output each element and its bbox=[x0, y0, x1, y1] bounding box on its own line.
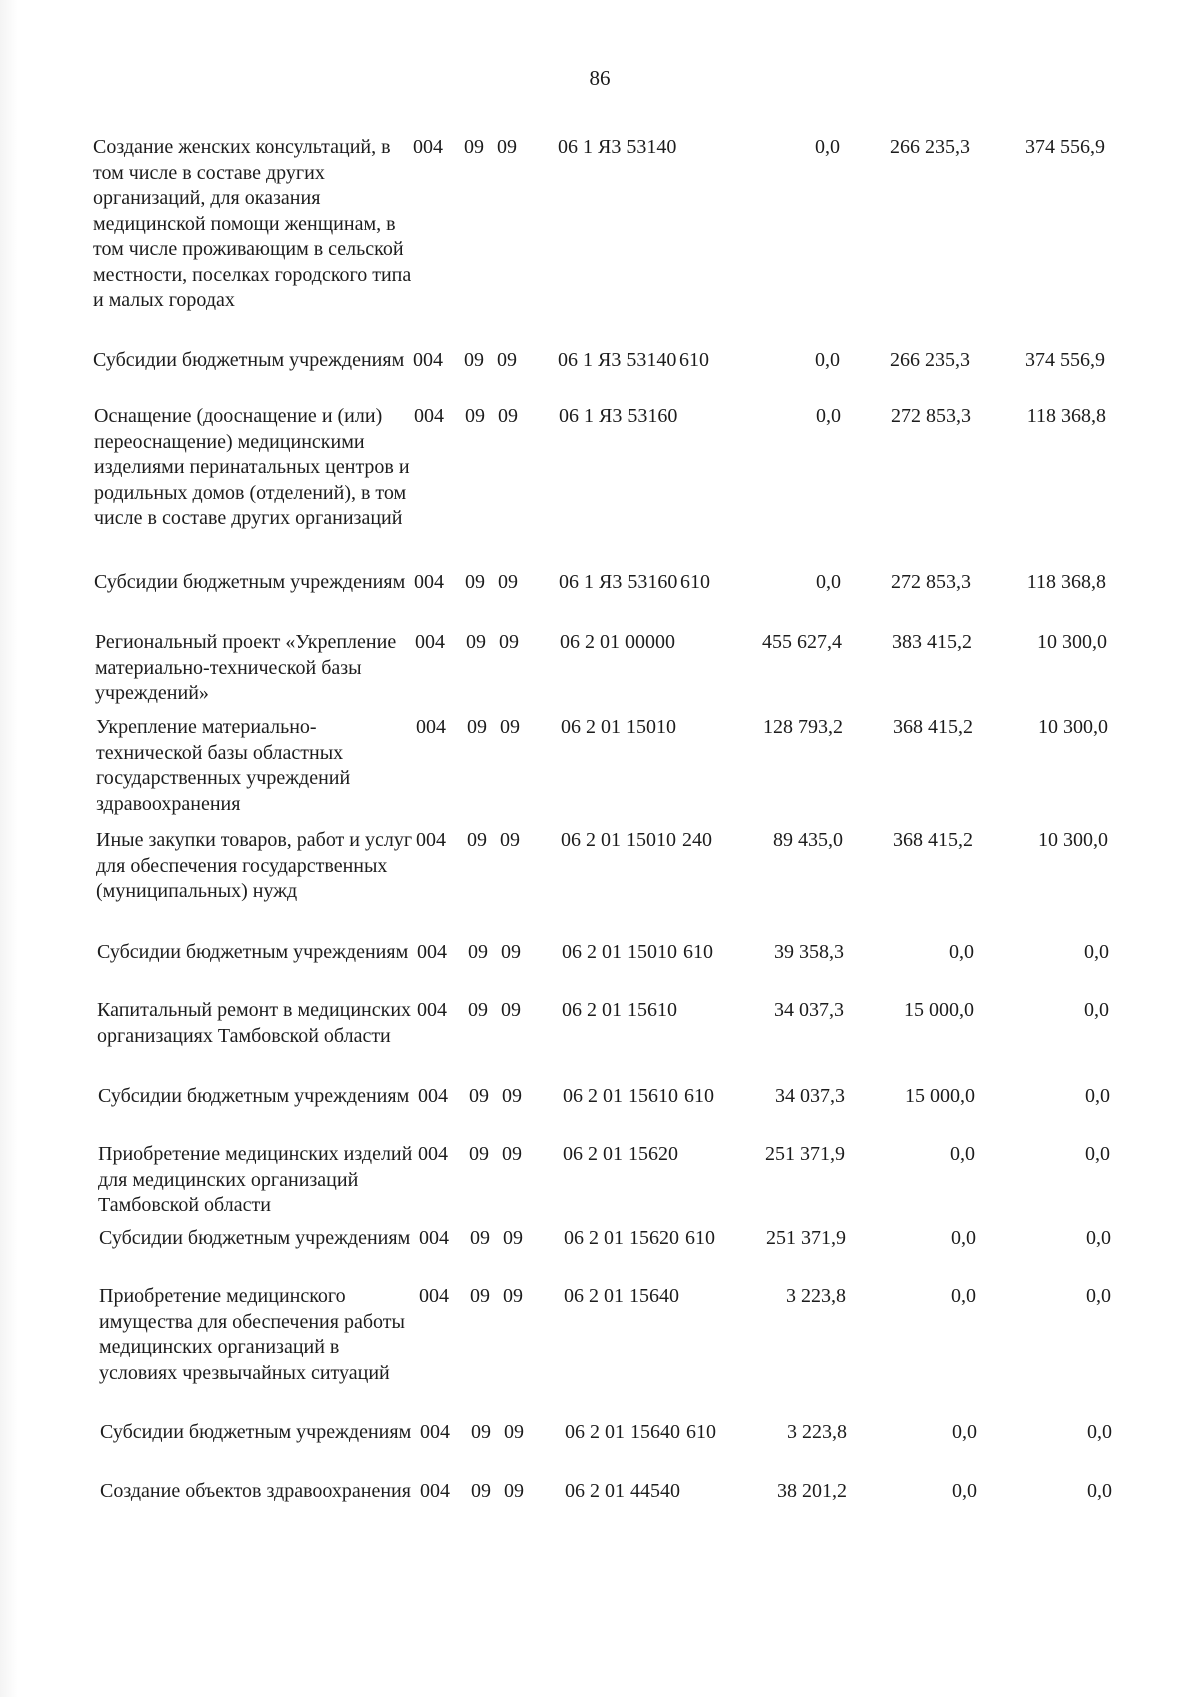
row-amount-year-3: 374 556,9 bbox=[1025, 136, 1105, 158]
row-ministry-code: 004 bbox=[414, 571, 444, 593]
row-target-article: 06 2 01 15640 bbox=[565, 1421, 680, 1443]
row-amount-year-1: 128 793,2 bbox=[763, 716, 843, 738]
row-section-code: 09 bbox=[465, 405, 485, 427]
row-subsection-code: 09 bbox=[499, 631, 519, 653]
row-ministry-code: 004 bbox=[413, 349, 443, 371]
row-section-code: 09 bbox=[470, 1227, 490, 1249]
row-subsection-code: 09 bbox=[497, 136, 517, 158]
row-target-article: 06 1 Я3 53140 bbox=[558, 349, 677, 371]
row-subsection-code: 09 bbox=[503, 1285, 523, 1307]
row-amount-year-2: 272 853,3 bbox=[891, 405, 971, 427]
row-ministry-code: 004 bbox=[420, 1421, 450, 1443]
row-name: Приобретение медицинских изделий для медицинских организаций Тамбовской области bbox=[98, 1143, 413, 1216]
row-target-article: 06 2 01 15620 bbox=[563, 1143, 678, 1165]
row-amount-year-2: 266 235,3 bbox=[890, 349, 970, 371]
row-amount-year-3: 0,0 bbox=[1086, 1285, 1111, 1307]
row-name: Укрепление материально-технической базы областных государственных учреждений здравоохранения bbox=[96, 716, 351, 815]
row-section-code: 09 bbox=[470, 1285, 490, 1307]
row-amount-year-1: 89 435,0 bbox=[773, 829, 843, 851]
row-amount-year-2: 15 000,0 bbox=[905, 1085, 975, 1107]
row-amount-year-2: 368 415,2 bbox=[893, 829, 973, 851]
row-subsection-code: 09 bbox=[501, 941, 521, 963]
row-amount-year-3: 118 368,8 bbox=[1026, 405, 1106, 427]
row-ministry-code: 004 bbox=[417, 941, 447, 963]
row-amount-year-2: 0,0 bbox=[952, 1480, 977, 1502]
row-amount-year-1: 3 223,8 bbox=[787, 1421, 847, 1443]
row-name: Приобретение медицинского имущества для обеспечения работы медицинских организаций в условиях чрезвычайных ситуаций bbox=[99, 1285, 405, 1384]
row-amount-year-1: 34 037,3 bbox=[775, 1085, 845, 1107]
row-ministry-code: 004 bbox=[419, 1227, 449, 1249]
row-amount-year-3: 0,0 bbox=[1085, 1143, 1110, 1165]
row-amount-year-2: 0,0 bbox=[950, 1143, 975, 1165]
row-target-article: 06 1 Я3 53160 bbox=[559, 571, 678, 593]
row-amount-year-3: 10 300,0 bbox=[1038, 716, 1108, 738]
row-expense-type: 610 bbox=[680, 571, 710, 593]
row-subsection-code: 09 bbox=[501, 999, 521, 1021]
row-amount-year-3: 0,0 bbox=[1087, 1421, 1112, 1443]
row-subsection-code: 09 bbox=[500, 716, 520, 738]
row-expense-type: 610 bbox=[686, 1421, 716, 1443]
row-amount-year-2: 15 000,0 bbox=[904, 999, 974, 1021]
row-subsection-code: 09 bbox=[500, 829, 520, 851]
row-amount-year-2: 272 853,3 bbox=[891, 571, 971, 593]
row-target-article: 06 2 01 00000 bbox=[560, 631, 675, 653]
row-target-article: 06 2 01 44540 bbox=[565, 1480, 680, 1502]
row-name: Создание объектов здравоохранения bbox=[100, 1480, 411, 1502]
row-section-code: 09 bbox=[464, 349, 484, 371]
row-amount-year-1: 3 223,8 bbox=[786, 1285, 846, 1307]
row-ministry-code: 004 bbox=[417, 999, 447, 1021]
row-amount-year-3: 10 300,0 bbox=[1037, 631, 1107, 653]
row-amount-year-3: 0,0 bbox=[1084, 941, 1109, 963]
row-amount-year-2: 0,0 bbox=[951, 1227, 976, 1249]
row-section-code: 09 bbox=[469, 1085, 489, 1107]
row-ministry-code: 004 bbox=[416, 829, 446, 851]
row-amount-year-3: 0,0 bbox=[1084, 999, 1109, 1021]
row-amount-year-1: 0,0 bbox=[815, 136, 840, 158]
row-subsection-code: 09 bbox=[498, 571, 518, 593]
row-target-article: 06 2 01 15620 bbox=[564, 1227, 679, 1249]
row-expense-type: 610 bbox=[684, 1085, 714, 1107]
row-ministry-code: 004 bbox=[413, 136, 443, 158]
row-target-article: 06 2 01 15610 bbox=[563, 1085, 678, 1107]
row-ministry-code: 004 bbox=[419, 1285, 449, 1307]
row-name: Создание женских консультаций, в том числе в составе других организаций, для оказания медицинской помощи женщинам, в том числе проживающим в сельской местности, поселках городского типа и малых городах bbox=[93, 136, 412, 311]
row-ministry-code: 004 bbox=[418, 1085, 448, 1107]
row-target-article: 06 2 01 15010 bbox=[561, 716, 676, 738]
row-subsection-code: 09 bbox=[498, 405, 518, 427]
row-section-code: 09 bbox=[471, 1480, 491, 1502]
row-section-code: 09 bbox=[468, 941, 488, 963]
row-amount-year-3: 0,0 bbox=[1086, 1227, 1111, 1249]
row-section-code: 09 bbox=[466, 631, 486, 653]
row-amount-year-2: 266 235,3 bbox=[890, 136, 970, 158]
row-target-article: 06 2 01 15610 bbox=[562, 999, 677, 1021]
row-amount-year-1: 251 371,9 bbox=[766, 1227, 846, 1249]
row-name: Субсидии бюджетным учреждениям bbox=[98, 1085, 410, 1107]
row-expense-type: 240 bbox=[682, 829, 712, 851]
row-name: Капитальный ремонт в медицинских организациях Тамбовской области bbox=[97, 999, 412, 1047]
row-section-code: 09 bbox=[469, 1143, 489, 1165]
row-subsection-code: 09 bbox=[502, 1085, 522, 1107]
row-name: Субсидии бюджетным учреждениям bbox=[97, 941, 409, 963]
row-subsection-code: 09 bbox=[503, 1227, 523, 1249]
row-target-article: 06 2 01 15640 bbox=[564, 1285, 679, 1307]
row-ministry-code: 004 bbox=[416, 716, 446, 738]
row-name: Субсидии бюджетным учреждениям bbox=[94, 571, 406, 593]
row-expense-type: 610 bbox=[685, 1227, 715, 1249]
row-amount-year-1: 0,0 bbox=[816, 405, 841, 427]
row-amount-year-3: 374 556,9 bbox=[1025, 349, 1105, 371]
row-name: Субсидии бюджетным учреждениям bbox=[99, 1227, 411, 1249]
row-ministry-code: 004 bbox=[415, 631, 445, 653]
row-amount-year-2: 0,0 bbox=[952, 1421, 977, 1443]
row-amount-year-1: 34 037,3 bbox=[774, 999, 844, 1021]
row-subsection-code: 09 bbox=[497, 349, 517, 371]
row-amount-year-1: 39 358,3 bbox=[774, 941, 844, 963]
row-amount-year-2: 0,0 bbox=[949, 941, 974, 963]
row-ministry-code: 004 bbox=[418, 1143, 448, 1165]
row-expense-type: 610 bbox=[683, 941, 713, 963]
row-subsection-code: 09 bbox=[502, 1143, 522, 1165]
row-amount-year-3: 10 300,0 bbox=[1038, 829, 1108, 851]
row-ministry-code: 004 bbox=[414, 405, 444, 427]
row-amount-year-1: 38 201,2 bbox=[777, 1480, 847, 1502]
row-target-article: 06 2 01 15010 bbox=[561, 829, 676, 851]
row-section-code: 09 bbox=[464, 136, 484, 158]
row-section-code: 09 bbox=[471, 1421, 491, 1443]
row-amount-year-3: 0,0 bbox=[1085, 1085, 1110, 1107]
row-subsection-code: 09 bbox=[504, 1421, 524, 1443]
row-amount-year-1: 0,0 bbox=[815, 349, 840, 371]
row-section-code: 09 bbox=[467, 829, 487, 851]
row-section-code: 09 bbox=[467, 716, 487, 738]
row-amount-year-3: 0,0 bbox=[1087, 1480, 1112, 1502]
row-name: Субсидии бюджетным учреждениям bbox=[93, 349, 405, 371]
row-name: Оснащение (дооснащение и (или) переоснащение) медицинскими изделиями перинатальных центров и родильных домов (отделений), в том числе в составе других организаций bbox=[94, 405, 410, 529]
row-amount-year-2: 368 415,2 bbox=[893, 716, 973, 738]
row-target-article: 06 1 Я3 53160 bbox=[559, 405, 678, 427]
row-amount-year-3: 118 368,8 bbox=[1026, 571, 1106, 593]
row-target-article: 06 2 01 15010 bbox=[562, 941, 677, 963]
row-section-code: 09 bbox=[465, 571, 485, 593]
row-section-code: 09 bbox=[468, 999, 488, 1021]
row-ministry-code: 004 bbox=[420, 1480, 450, 1502]
row-target-article: 06 1 Я3 53140 bbox=[558, 136, 677, 158]
row-amount-year-2: 0,0 bbox=[951, 1285, 976, 1307]
row-amount-year-1: 251 371,9 bbox=[765, 1143, 845, 1165]
row-amount-year-1: 455 627,4 bbox=[762, 631, 842, 653]
row-amount-year-2: 383 415,2 bbox=[892, 631, 972, 653]
row-subsection-code: 09 bbox=[504, 1480, 524, 1502]
row-name: Иные закупки товаров, работ и услуг для обеспечения государственных (муниципальных) нужд bbox=[96, 829, 413, 902]
page-number: 86 bbox=[589, 66, 611, 90]
row-name: Субсидии бюджетным учреждениям bbox=[100, 1421, 412, 1443]
row-amount-year-1: 0,0 bbox=[816, 571, 841, 593]
row-expense-type: 610 bbox=[679, 349, 709, 371]
row-name: Региональный проект «Укрепление материально-технической базы учреждений» bbox=[95, 631, 397, 704]
